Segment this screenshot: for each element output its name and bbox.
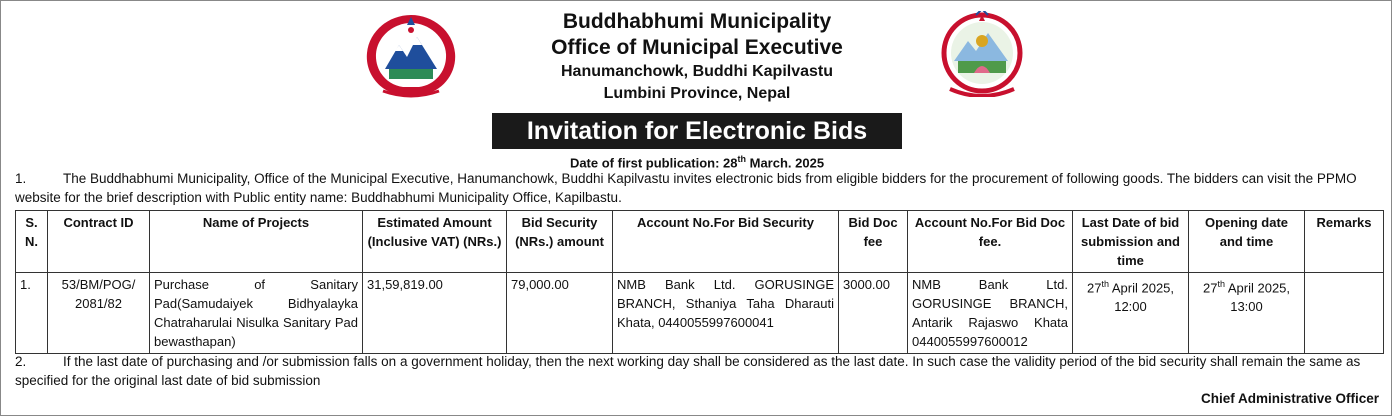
address-line: Hanumanchowk, Buddhi Kapilvastu [560, 63, 834, 80]
paragraph-1 [15, 169, 1383, 207]
cell-sn: 1. [16, 273, 48, 354]
header-account-bid-security: Account No.For Bid Security [613, 211, 839, 273]
paragraph-number: 1. [15, 171, 27, 186]
cell-remarks [1305, 273, 1384, 354]
cell-contract-id: 53/BM/POG/ 2081/82 [48, 273, 150, 354]
publication-date-prefix: Date of first publication: 28 [569, 155, 738, 171]
last-date-day: 27 [1086, 280, 1102, 296]
header-opening-date: Opening date and time [1189, 211, 1305, 273]
opening-date-time: 13:00 [1230, 299, 1263, 315]
notice-title-banner: Invitation for Electronic Bids [492, 113, 902, 149]
office-name: Office of Municipal Executive [551, 36, 843, 59]
header-project-name: Name of Projects [150, 211, 363, 273]
header-sn: S. N. [16, 211, 48, 273]
table-row [16, 273, 1384, 354]
header-remarks: Remarks [1305, 211, 1384, 273]
cell-last-date [1073, 273, 1189, 354]
table-header-row [16, 211, 1384, 273]
buddhabhumi-municipality-logo-icon [936, 11, 1028, 97]
cell-account-bid-security: NMB Bank Ltd. GORUSINGE BRANCH, Sthaniya Taha Dharauti Khata, 0440055997600041 [613, 273, 839, 354]
publication-date-sup: th [737, 154, 747, 164]
last-date-time: 12:00 [1114, 299, 1147, 315]
municipality-name: Buddhabhumi Municipality [562, 10, 832, 33]
header-account-doc-fee: Account No.For Bid Doc fee. [908, 211, 1073, 273]
header-bid-doc-fee: Bid Doc fee [839, 211, 908, 273]
cell-bid-doc-fee: 3000.00 [839, 273, 908, 354]
cell-opening-date [1189, 273, 1305, 354]
cell-account-doc-fee: NMB Bank Ltd. GORUSINGE BRANCH, Antarik Rajaswo Khata 0440055997600012 [908, 273, 1073, 354]
header-contract-id: Contract ID [48, 211, 150, 273]
nepal-emblem-icon [363, 11, 459, 99]
opening-date-day: 27 [1202, 280, 1218, 296]
paragraph-text: If the last date of purchasing and /or submission falls on a government holiday, then the next working day shall be considered as the last date. In such case the validity period of the bid security shall remain the same as specified for the original last date of bid submission [15, 354, 1361, 388]
province-line: Lumbini Province, Nepal [603, 85, 791, 102]
cell-estimated-amount: 31,59,819.00 [363, 273, 507, 354]
opening-date-rest: April 2025, [1224, 280, 1291, 296]
bid-table [15, 210, 1384, 354]
header [471, 9, 923, 105]
publication-date-suffix: March. 2025 [746, 155, 825, 171]
header-last-date: Last Date of bid submission and time [1073, 211, 1189, 273]
header-estimated-amount: Estimated Amount (Inclusive VAT) (NRs.) [363, 211, 507, 273]
last-date-sup: th [1101, 279, 1109, 289]
opening-date-sup: th [1217, 279, 1225, 289]
header-bid-security: Bid Security (NRs.) amount [507, 211, 613, 273]
paragraph-2 [15, 352, 1383, 390]
signatory-title: Chief Administrative Officer [1200, 391, 1379, 406]
cell-project-name: Purchase of Sanitary Pad(Samudaiyek Bidhyalayka Chatraharulai Nisulka Sanitary Pad bewasthapan) [150, 273, 363, 354]
last-date-rest: April 2025, [1108, 280, 1175, 296]
cell-bid-security: 79,000.00 [507, 273, 613, 354]
paragraph-text: The Buddhabhumi Municipality, Office of the Municipal Executive, Hanumanchowk, Buddhi Kapilvastu invites electronic bids from eligible bidders for the procurement of following goods. The bidders can visit the PPMO website for the brief description with Public entity name: Buddhabhumi Municipality Office, Kapilbastu. [15, 171, 1357, 205]
paragraph-number: 2. [15, 354, 27, 369]
